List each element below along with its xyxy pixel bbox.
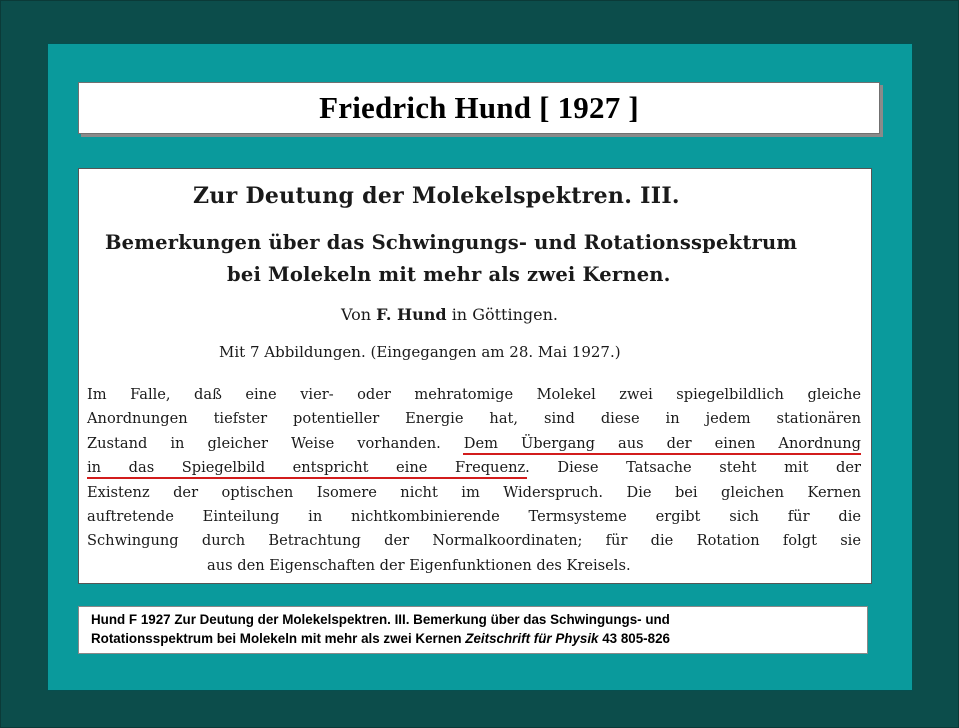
paper-author [341, 305, 558, 324]
citation-caption [78, 606, 868, 654]
title-box [78, 82, 880, 134]
paper-heading: Zur Deutung der Molekelspektren. III. [193, 183, 680, 209]
author-name: F. Hund [376, 305, 447, 324]
slide-title: Friedrich Hund [ 1927 ] [319, 90, 639, 125]
author-prefix: Von [341, 305, 372, 324]
abstract-line: Anordnungen tiefster potentieller Energie hat, sind diese in jedem stationären [87, 410, 861, 428]
author-suffix: in Göttingen. [451, 305, 558, 324]
abstract-line: in das Spiegelbild entspricht eine Frequenz. Diese Tatsache steht mit der [87, 459, 861, 477]
paper-excerpt [78, 168, 872, 584]
paper-subheading-line2: bei Molekeln mit mehr als zwei Kernen. [227, 263, 671, 286]
caption-volume-pages: 43 805-826 [598, 631, 670, 646]
caption-title-end: Rotationsspektrum bei Molekeln mit mehr als zwei Kernen [91, 631, 466, 646]
abstract-line: Im Falle, daß eine vier- oder mehratomige Molekel zwei spiegelbildlich gleiche [87, 386, 861, 403]
paper-meta: Mit 7 Abbildungen. (Eingegangen am 28. Mai 1927.) [219, 343, 621, 361]
abstract-line: auftretende Einteilung in nichtkombinierende Termsysteme ergibt sich für die [87, 508, 861, 526]
paper-subheading-line1: Bemerkungen über das Schwingungs- und Rotationsspektrum [105, 231, 798, 254]
abstract-line: Schwingung durch Betrachtung der Normalkoordinaten; für die Rotation folgt sie [87, 532, 861, 550]
abstract-line: Existenz der optischen Isomere nicht im Widerspruch. Die bei gleichen Kernen [87, 483, 861, 501]
highlight-underline-2 [87, 477, 527, 479]
caption-line1: Hund F 1927 Zur Deutung der Molekelspektren. III. Bemerkung über das Schwingungs- und [91, 612, 670, 627]
abstract-line: Zustand in gleicher Weise vorhanden. Dem Übergang aus der einen Anordnung [87, 434, 861, 452]
caption-journal: Zeitschrift für Physik [465, 631, 599, 646]
highlight-underline-1 [463, 453, 861, 455]
caption-line2 [91, 629, 859, 648]
paper-abstract [87, 383, 861, 578]
abstract-line: aus den Eigenschaften der Eigenfunktionen des Kreisels. [207, 556, 631, 574]
